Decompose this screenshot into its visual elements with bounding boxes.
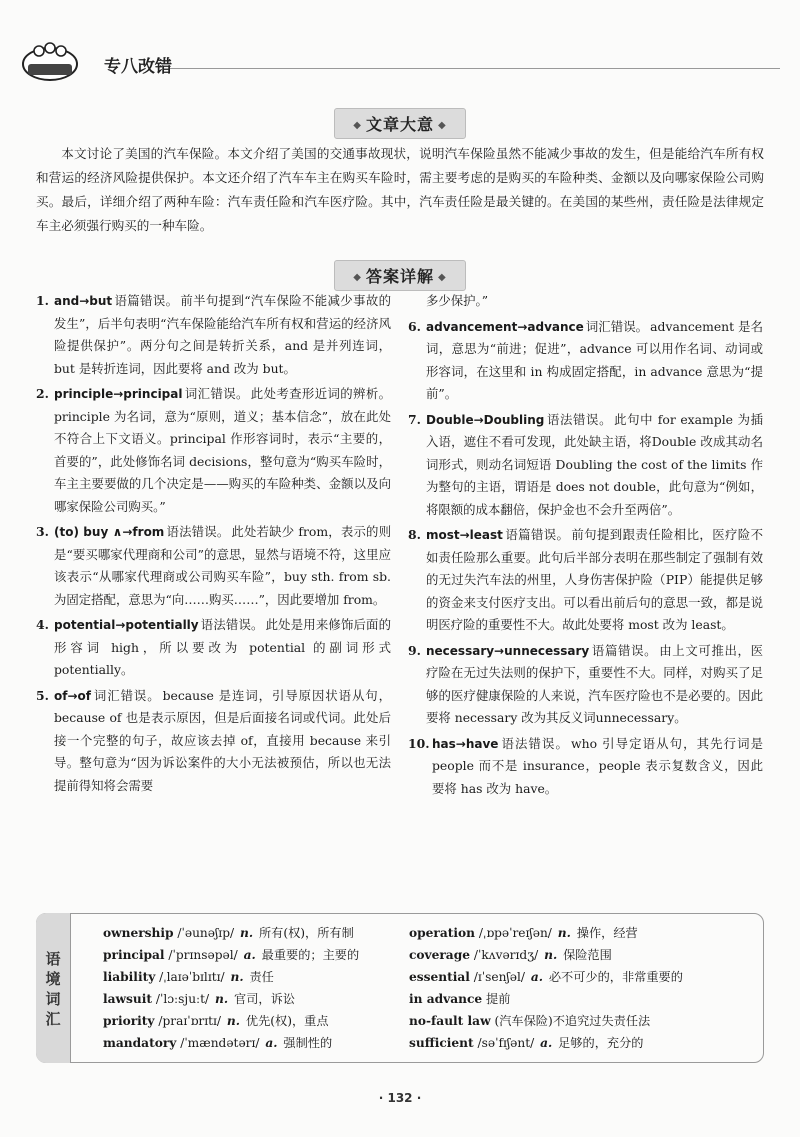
answer-number: 4. — [36, 617, 49, 632]
answers-title-text: 答案详解 — [365, 267, 434, 286]
answer-category: 语篇错误。 — [591, 642, 658, 658]
vocab-ipa: /ˈlɔːsjuːt/ — [155, 992, 210, 1006]
vocabulary-right-column — [409, 922, 729, 1054]
vocab-definition: (汽车保险)不追究过失责任法 — [494, 1014, 651, 1028]
answer-explanation: because 是连词，引导原因状语从句，because of 也是表示原因，但是后面接名词或代词。此处后接一个完整的句子，故应该去掉 of，直接用 because 来引导。整句意为“因为诉讼案件的大小无法被预估，所以也无法提前得知将会需要 — [54, 687, 392, 793]
vocabulary-entry — [409, 1010, 729, 1032]
answer-category: 词汇错误。 — [92, 687, 161, 703]
vocab-pos: n. — [226, 1014, 241, 1028]
summary-text: 本文讨论了美国的汽车保险。本文介绍了美国的交通事故现状，说明汽车保险虽然不能减少事故的发生，但是能给汽车所有权和营运的经济风险提供保护。本文还介绍了汽车车主在购买车险时，需主要考虑的是购买的车险种类、金额以及向哪家保险公司购买。最后，详细介绍了两种车险：汽车责任险和汽车医疗险。其中，汽车责任险是最关键的。在美国的某些州，责任险是法律规定车主必须强行购买的一种车险。 — [36, 146, 764, 233]
answer-correction: of→of — [54, 688, 91, 703]
vocab-ipa: /ˌɒpəˈreɪʃən/ — [478, 926, 552, 940]
answer-category: 语法错误。 — [500, 735, 570, 751]
answer-item-9 — [408, 640, 763, 730]
answer-number: 1. — [36, 293, 49, 308]
summary-paragraph — [36, 142, 764, 238]
vocab-word: operation — [409, 926, 475, 940]
vocab-ipa: /ˈmændətərɪ/ — [180, 1036, 260, 1050]
vocab-word: priority — [103, 1014, 155, 1028]
answer-correction: principle→principal — [54, 387, 183, 401]
vocab-pos: n. — [557, 926, 571, 940]
answer-category: 语法错误。 — [200, 617, 264, 632]
vocab-definition: 必不可少的，非常重要的 — [548, 970, 683, 984]
diamond-icon: ◆ — [438, 120, 447, 131]
answer-item-10 — [408, 733, 763, 801]
answer-number: 3. — [36, 524, 49, 539]
header-title: 专八改错 — [104, 57, 172, 77]
page-header — [20, 42, 780, 84]
answer-number: 6. — [408, 318, 421, 334]
answer-item-2 — [36, 383, 391, 518]
vocab-ipa: /səˈfɪʃənt/ — [477, 1036, 535, 1050]
vocabulary-entry — [409, 922, 729, 944]
vocab-ipa: /ˈəunəʃɪp/ — [177, 926, 235, 940]
answer-item-3 — [36, 521, 391, 611]
vocab-definition: 强制性的 — [283, 1036, 333, 1050]
cartoon-logo-icon — [20, 42, 80, 82]
answers-section-title — [0, 260, 800, 291]
answer-explanation: 由上文可推出，医疗险在无过失法则的保护下，重要性不大。同样，对购买了足够的医疗健康保险的人来说，汽车医疗险也不是必要的。因此要将 necessary 改为其反义词unnecessary。 — [426, 642, 764, 725]
vocabulary-entry — [409, 988, 729, 1010]
answer-correction: advancement→advance — [426, 319, 584, 334]
vocabulary-entry — [103, 1032, 403, 1054]
answer-explanation: 前句提到跟责任险相比，医疗险不如责任险那么重要。此句后半部分表明在那些制定了强制有效的无过失汽车法的州里，人身伤害保护险（PIP）能提供足够的资金来支付医疗支出。可以看出前后句的意思一致，都是说明医疗险的重要性不大。故此处要将 most 改为 least。 — [426, 527, 764, 632]
answer-correction: and→but — [54, 294, 113, 308]
answers-right-column — [408, 290, 763, 803]
vocab-word: principal — [103, 948, 165, 962]
vocabulary-entry — [409, 944, 729, 966]
answer-item-7 — [408, 409, 763, 522]
vocab-pos: n. — [215, 992, 229, 1006]
vocab-pos: a. — [243, 948, 256, 962]
answers-left-column — [36, 290, 391, 800]
vocab-word: ownership — [103, 926, 174, 940]
answer-item-6 — [408, 316, 763, 406]
answer-number: 7. — [408, 411, 421, 427]
answer-item-4 — [36, 614, 391, 682]
vocab-definition: 优先(权)，重点 — [245, 1014, 329, 1028]
answer-explanation: who 引导定语从句，其先行词是 people 而不是 insurance，people 表示复数含义，因此要将 has 改为 have。 — [432, 735, 763, 796]
vocab-definition: 提前 — [486, 992, 511, 1006]
vocab-pos: n. — [239, 926, 254, 940]
answer-category: 语篇错误。 — [504, 527, 570, 542]
answer-item-8 — [408, 524, 763, 637]
vocab-word: sufficient — [409, 1036, 474, 1050]
vocabulary-left-column — [103, 922, 403, 1054]
vocab-ipa: /ˌlaɪəˈbɪlɪtɪ/ — [159, 970, 225, 984]
answer-correction: Double→Doubling — [426, 412, 545, 427]
answer-correction: most→least — [426, 528, 503, 542]
vocabulary-entry — [103, 988, 403, 1010]
vocab-pos: n. — [544, 948, 558, 962]
answer-number: 2. — [36, 386, 49, 401]
vocab-definition: 足够的，充分的 — [558, 1036, 644, 1050]
summary-section-title — [0, 108, 800, 139]
vocab-pos: a. — [540, 1036, 553, 1050]
vocab-word: mandatory — [103, 1036, 177, 1050]
page-number: · 132 · — [378, 1091, 422, 1105]
answer-number: 10. — [408, 735, 430, 751]
answer-category: 语篇错误。 — [114, 293, 179, 308]
vocab-word: essential — [409, 970, 470, 984]
answer-correction: potential→potentially — [54, 618, 199, 632]
vocabulary-tab — [36, 913, 71, 1063]
answer-category: 语法错误。 — [546, 411, 613, 427]
summary-title-text: 文章大意 — [365, 115, 434, 134]
answer-correction: (to) buy ∧→from — [54, 525, 165, 539]
vocab-definition: 责任 — [249, 970, 274, 984]
vocab-definition: 所有(权)，所有制 — [258, 926, 354, 940]
vocabulary-box — [36, 913, 764, 1063]
answer-category: 词汇错误。 — [184, 386, 249, 401]
vocabulary-entry — [103, 922, 403, 944]
diamond-icon: ◆ — [438, 272, 447, 283]
vocab-definition: 官司，诉讼 — [234, 992, 295, 1006]
answer-category: 词汇错误。 — [585, 318, 649, 334]
vocab-pos: a. — [530, 970, 543, 984]
vocab-word: lawsuit — [103, 992, 152, 1006]
diamond-icon: ◆ — [353, 120, 362, 131]
vocab-word: in advance — [409, 992, 483, 1006]
vocab-ipa: /ˈprɪnsəpəl/ — [168, 948, 238, 962]
header-divider — [170, 68, 780, 69]
vocab-ipa: /ɪˈsenʃəl/ — [473, 970, 525, 984]
vocab-ipa: /praɪˈɒrɪtɪ/ — [158, 1014, 222, 1028]
diamond-icon: ◆ — [353, 272, 362, 283]
vocabulary-entry — [409, 1032, 729, 1054]
answer-correction: necessary→unnecessary — [426, 643, 590, 658]
vocab-definition: 保险范围 — [563, 948, 612, 962]
answer-explanation: advancement 是名词，意思为“前进；促进”，advance 可以用作名词、动词或形容词，在这里和 in 构成固定搭配，in advance 意思为“提前”。 — [426, 318, 763, 401]
answer-item-1 — [36, 290, 391, 380]
answer-item-5 — [36, 685, 391, 798]
vocabulary-entry — [103, 1010, 403, 1032]
answer-correction: has→have — [432, 736, 499, 751]
vocab-word: coverage — [409, 948, 470, 962]
vocab-definition: 最重要的；主要的 — [261, 948, 360, 962]
answer-explanation: 前半句提到“汽车保险不能减少事故的发生”，后半句表明“汽车保险能给汽车所有权和营运的经济风险提供保护”。两分句之间是转折关系，and 是并列连词，but 是转折连词，因此要将 and 改为 but。 — [54, 293, 391, 376]
vocab-word: no-fault law — [409, 1014, 491, 1028]
vocab-ipa: /ˈkʌvərɪdʒ/ — [473, 948, 539, 962]
vocab-definition: 操作，经营 — [576, 926, 638, 940]
answer-number: 9. — [408, 642, 421, 658]
answer-explanation: 此处考查形近词的辨析。principle 为名词，意为“原则，道义；基本信念”，放在此处不符合上下文语义。principal 作形容词时，表示“主要的，首要的”，此处修饰名词 decisions，整句意为“购买车险时，车主主要要做的几个决定是——购买的车险种类、金额以及向哪家保险公司购买。” — [54, 386, 392, 514]
vocab-pos: n. — [230, 970, 244, 984]
vocabulary-entry — [409, 966, 729, 988]
answer-explanation: 此句中 for example 为插入语，遮住不看可发现，此处缺主语，将Double 改成其动名词形式，则动名词短语 Doubling the cost of the limits 作为整句的主语，谓语是 does not double，此句意为“例如，将限额的成本翻倍，保护金也不会升至两倍”。 — [426, 411, 763, 517]
answer-category: 语法错误。 — [166, 524, 230, 539]
answer-explanation: 此处若缺少 from，表示的则是“要买哪家代理商和公司”的意思，显然与语境不符，这里应该表示“从哪家代理商或公司购买车险”，buy sth. from sb. 为固定搭配，意思为“向……购买……”，因此要增加 from。 — [54, 524, 392, 607]
vocabulary-label: 语境词汇 — [45, 950, 61, 1028]
answer-explanation: 此处是用来修饰后面的形容词 high，所以要改为 potential 的副词形式 potentially。 — [54, 617, 392, 677]
vocab-word: liability — [103, 970, 156, 984]
vocabulary-entry — [103, 966, 403, 988]
vocabulary-entry — [103, 944, 403, 966]
answer-number: 5. — [36, 687, 49, 703]
answer-item-5-continued: 多少保护。” — [426, 293, 489, 308]
vocab-pos: a. — [265, 1036, 278, 1050]
answer-number: 8. — [408, 527, 421, 542]
